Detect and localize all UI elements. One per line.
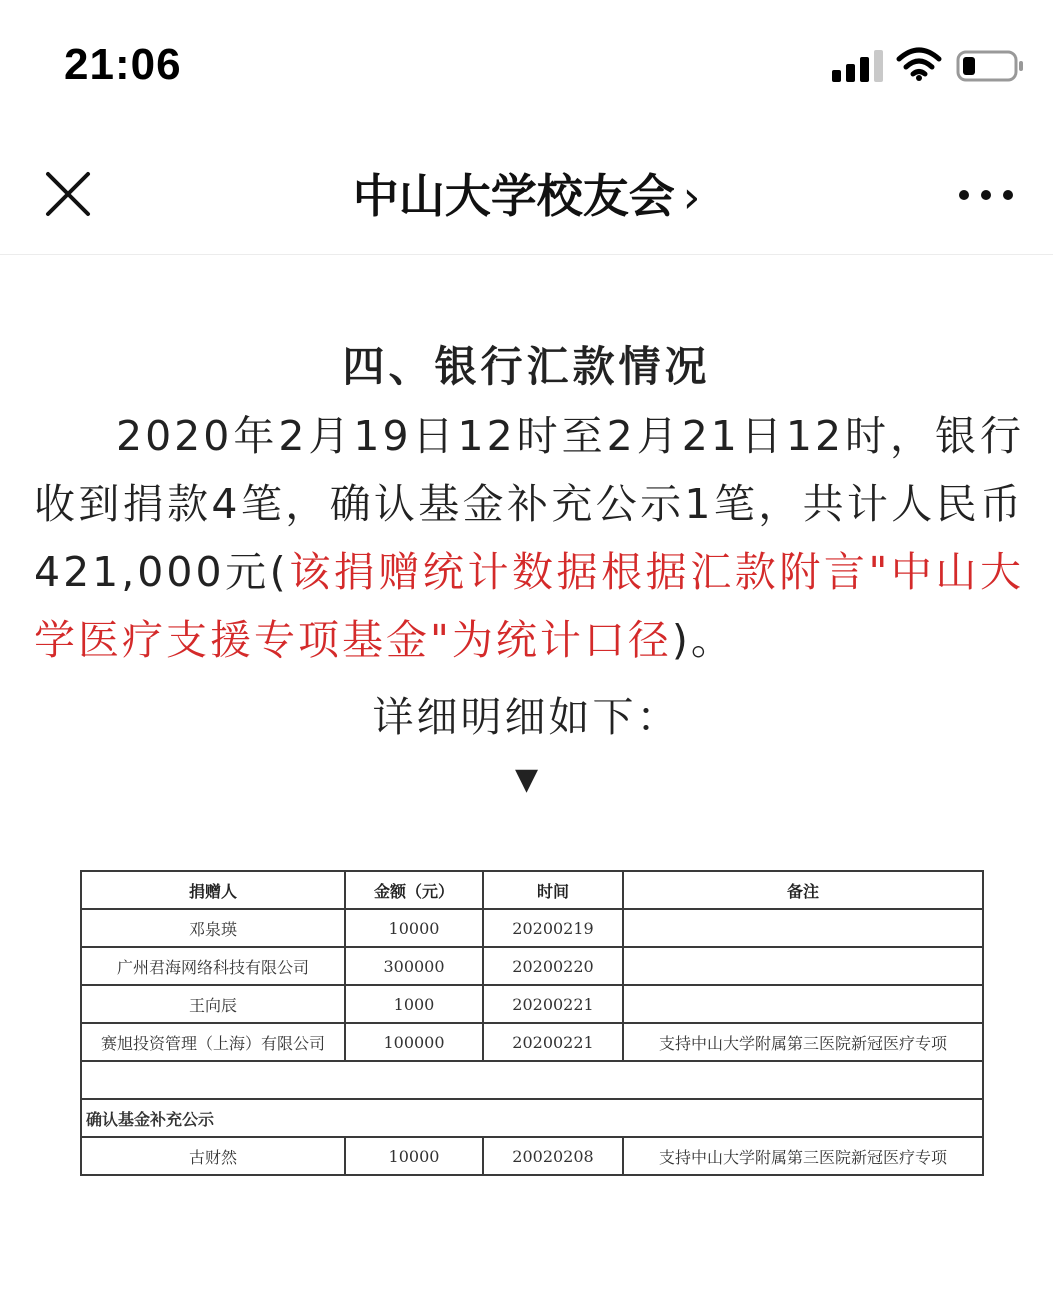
arrow-down-icon: ▼ xyxy=(514,762,539,797)
cell-note xyxy=(623,985,983,1023)
summary-paragraph xyxy=(34,402,1024,674)
summary-text: 2020年2月19日12时至2月21日12时，银行收到捐款4笔，确认基金补充公示1笔，共计人民币421,000元( xyxy=(34,412,1024,596)
table-row xyxy=(81,947,983,985)
summary-suffix: )。 xyxy=(671,616,735,664)
summary-highlight: 该捐赠统计数据根据汇款附言"中山大学医疗支援专项基金"为统计口径 xyxy=(34,548,1024,664)
wifi-icon xyxy=(896,46,942,82)
status-bar xyxy=(0,0,1053,130)
section-heading: 四、银行汇款情况 xyxy=(342,342,711,391)
table-row xyxy=(81,1023,983,1061)
cell-donor: 邓泉瑛 xyxy=(81,909,345,947)
header-amount: 金额（元） xyxy=(345,871,483,909)
cell-note: 支持中山大学附属第三医院新冠医疗专项 xyxy=(623,1023,983,1061)
cell-note xyxy=(623,947,983,985)
cell-donor: 广州君海网络科技有限公司 xyxy=(81,947,345,985)
cell-date: 20200219 xyxy=(483,909,623,947)
cell-donor: 王向辰 xyxy=(81,985,345,1023)
header-note: 备注 xyxy=(623,871,983,909)
account-title-link[interactable] xyxy=(0,160,1053,226)
battery-icon xyxy=(956,50,1026,82)
cell-date: 20200220 xyxy=(483,947,623,985)
cell-date: 20200221 xyxy=(483,1023,623,1061)
cell-amount: 300000 xyxy=(345,947,483,985)
header-date: 时间 xyxy=(483,871,623,909)
cell-amount: 100000 xyxy=(345,1023,483,1061)
empty-cell xyxy=(81,1061,983,1099)
more-icon[interactable] xyxy=(956,180,1016,210)
donation-table xyxy=(80,870,984,1176)
chevron-right-icon: › xyxy=(682,172,701,223)
header-donor: 捐赠人 xyxy=(81,871,345,909)
cell-donor: 赛旭投资管理（上海）有限公司 xyxy=(81,1023,345,1061)
cell-note: 支持中山大学附属第三医院新冠医疗专项 xyxy=(623,1137,983,1175)
detail-caption: 详细明细如下： xyxy=(372,693,681,741)
cell-donor: 古财然 xyxy=(81,1137,345,1175)
nav-bar xyxy=(0,130,1053,255)
table-row xyxy=(81,909,983,947)
cell-amount: 10000 xyxy=(345,909,483,947)
signal-icon xyxy=(832,50,884,82)
table-row xyxy=(81,1137,983,1175)
account-name: 中山大学校友会 xyxy=(352,169,675,223)
cell-date: 20020208 xyxy=(483,1137,623,1175)
supplement-label: 确认基金补充公示 xyxy=(81,1099,983,1137)
table-header-row xyxy=(81,871,983,909)
cell-note xyxy=(623,909,983,947)
status-time: 21:06 xyxy=(64,40,182,89)
table-row xyxy=(81,985,983,1023)
cell-amount: 1000 xyxy=(345,985,483,1023)
table-section-row xyxy=(81,1099,983,1137)
cell-date: 20200221 xyxy=(483,985,623,1023)
table-spacer-row xyxy=(81,1061,983,1099)
cell-amount: 10000 xyxy=(345,1137,483,1175)
